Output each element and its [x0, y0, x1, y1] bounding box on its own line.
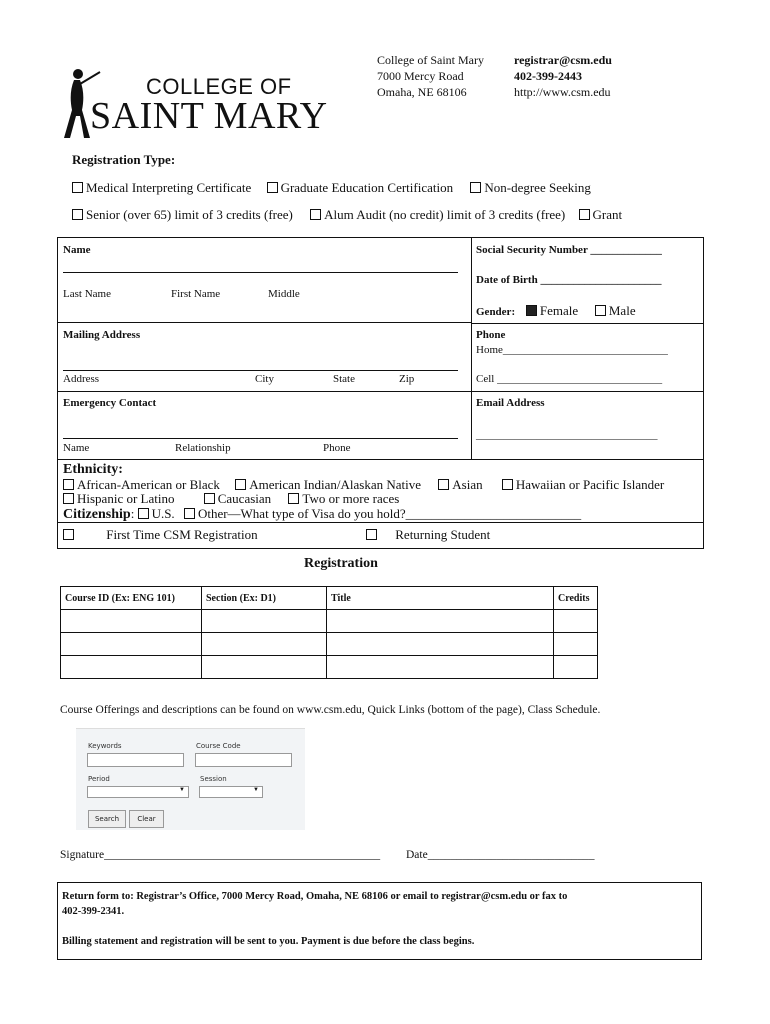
logo-line2: SAINT MARY — [90, 95, 328, 137]
registration-table — [60, 586, 598, 679]
label-graduate-education: Graduate Education Certification — [280, 180, 454, 195]
registration-heading: Registration — [304, 556, 378, 571]
course-id-cell[interactable] — [61, 610, 202, 633]
checkbox-grant[interactable] — [579, 209, 590, 220]
form-divider-vertical — [471, 237, 472, 459]
dob-field[interactable]: Date of Birth ______________________ — [476, 274, 662, 286]
course-id-cell[interactable] — [61, 633, 202, 656]
contact-address — [377, 52, 484, 100]
checkbox-male[interactable] — [595, 305, 606, 316]
checkbox-american-indian[interactable] — [235, 479, 246, 490]
last-name-label: Last Name — [63, 288, 111, 300]
checkbox-other-visa[interactable] — [184, 508, 195, 519]
label-first-time: First Time CSM Registration — [106, 527, 258, 542]
emergency-label: Emergency Contact — [63, 397, 157, 409]
citizenship-colon: : — [130, 506, 138, 521]
label-american-indian: American Indian/Alaskan Native — [249, 477, 422, 492]
footer-fax: 402-399-2341. — [62, 906, 125, 917]
cell-phone-field[interactable]: Cell ______________________________ — [476, 373, 663, 385]
period-label: Period — [88, 775, 110, 783]
table-row — [61, 610, 598, 633]
title-cell[interactable] — [327, 610, 554, 633]
section-cell[interactable] — [202, 633, 327, 656]
title-cell[interactable] — [327, 656, 554, 679]
keywords-input[interactable] — [87, 753, 184, 767]
returning-row — [366, 527, 490, 543]
zip-label: Zip — [399, 373, 415, 385]
address-label: Address — [63, 373, 100, 385]
table-row — [61, 633, 598, 656]
label-caucasian: Caucasian — [217, 491, 272, 506]
col-credits: Credits — [554, 587, 598, 610]
checkbox-non-degree[interactable] — [470, 182, 481, 193]
ethnicity-label: Ethnicity: — [63, 462, 123, 477]
ec-name-label: Name — [63, 442, 90, 454]
label-male: Male — [608, 303, 636, 318]
course-code-input[interactable] — [195, 753, 292, 767]
checkbox-us[interactable] — [138, 508, 149, 519]
state-label: State — [333, 373, 355, 385]
section-cell[interactable] — [202, 610, 327, 633]
checkbox-hispanic[interactable] — [63, 493, 74, 504]
checkbox-graduate-education[interactable] — [267, 182, 278, 193]
checkbox-first-time[interactable] — [63, 529, 74, 540]
registration-type-row1 — [72, 180, 591, 196]
divider-name-mailing — [57, 322, 471, 323]
checkbox-senior[interactable] — [72, 209, 83, 220]
col-section: Section (Ex: D1) — [202, 587, 327, 610]
email-label: Email Address — [476, 397, 545, 409]
gender-label: Gender: — [476, 306, 516, 318]
checkbox-asian[interactable] — [438, 479, 449, 490]
checkbox-medical-interpreting[interactable] — [72, 182, 83, 193]
divider-emergency-ethnicity — [57, 459, 704, 460]
ethnicity-row2 — [63, 491, 399, 507]
checkbox-returning[interactable] — [366, 529, 377, 540]
name-line[interactable] — [63, 272, 458, 273]
ec-phone-label: Phone — [323, 442, 351, 454]
divider-right-phone — [471, 323, 704, 324]
label-senior: Senior (over 65) limit of 3 credits (free) — [86, 207, 293, 222]
label-returning: Returning Student — [395, 527, 491, 542]
session-select[interactable] — [199, 786, 263, 798]
footer-billing: Billing statement and registration will be sent to you. Payment is due before the class begins. — [62, 936, 475, 947]
contact-street: 7000 Mercy Road — [377, 69, 464, 83]
city-label: City — [255, 373, 274, 385]
label-other-visa: Other—What type of Visa do you hold?___________________________ — [197, 506, 582, 521]
label-non-degree: Non-degree Seeking — [484, 180, 591, 195]
label-us: U.S. — [151, 506, 175, 521]
credits-cell[interactable] — [554, 656, 598, 679]
credits-cell[interactable] — [554, 633, 598, 656]
checkbox-two-or-more[interactable] — [288, 493, 299, 504]
label-medical-interpreting: Medical Interpreting Certificate — [86, 180, 252, 195]
registration-type-row2 — [72, 207, 622, 223]
title-cell[interactable] — [327, 633, 554, 656]
emergency-line[interactable] — [63, 438, 458, 439]
label-grant: Grant — [592, 207, 623, 222]
registration-type-heading: Registration Type: — [72, 152, 176, 167]
email-field[interactable]: _________________________________ — [476, 429, 658, 441]
course-id-cell[interactable] — [61, 656, 202, 679]
contact-web[interactable]: http://www.csm.edu — [514, 85, 611, 99]
mailing-line[interactable] — [63, 370, 458, 371]
table-row — [61, 656, 598, 679]
credits-cell[interactable] — [554, 610, 598, 633]
contact-info — [514, 52, 612, 100]
checkbox-african-american[interactable] — [63, 479, 74, 490]
chevron-down-icon: ▼ — [179, 787, 185, 793]
course-search-widget — [76, 728, 305, 830]
contact-city: Omaha, NE 68106 — [377, 85, 467, 99]
label-african-american: African-American or Black — [77, 477, 220, 492]
contact-email[interactable]: registrar@csm.edu — [514, 53, 612, 67]
label-alum-audit: Alum Audit (no credit) limit of 3 credits (free) — [324, 207, 566, 222]
contact-college: College of Saint Mary — [377, 53, 484, 67]
logo — [60, 66, 350, 146]
ssn-field[interactable]: Social Security Number _____________ — [476, 244, 662, 256]
checkbox-hawaiian[interactable] — [502, 479, 513, 490]
section-cell[interactable] — [202, 656, 327, 679]
first-time-row — [63, 527, 258, 543]
mailing-label: Mailing Address — [63, 329, 141, 341]
signature-field[interactable]: Signature________________________________________________ — [60, 849, 381, 861]
phone-label: Phone — [476, 329, 506, 341]
label-asian: Asian — [452, 477, 483, 492]
label-female: Female — [539, 303, 579, 318]
checkbox-caucasian[interactable] — [204, 493, 215, 504]
footer-return: Return form to: Registrar’s Office, 7000 Mercy Road, Omaha, NE 68106 or email to registrar@csm.edu or fax to — [62, 891, 568, 902]
ec-relationship-label: Relationship — [175, 442, 231, 454]
first-name-label: First Name — [171, 288, 221, 300]
label-two-or-more: Two or more races — [302, 491, 400, 506]
table-header-row — [61, 587, 598, 610]
citizenship-label: Citizenship — [63, 507, 131, 522]
course-code-label: Course Code — [196, 742, 241, 750]
divider-mailing-emergency — [57, 391, 704, 392]
name-label: Name — [63, 244, 91, 256]
label-hispanic: Hispanic or Latino — [77, 491, 175, 506]
session-label: Session — [200, 775, 227, 783]
checkbox-alum-audit[interactable] — [310, 209, 321, 220]
col-course-id: Course ID (Ex: ENG 101) — [61, 587, 202, 610]
period-select[interactable] — [87, 786, 189, 798]
col-title: Title — [327, 587, 554, 610]
offerings-note: Course Offerings and descriptions can be found on www.csm.edu, Quick Links (bottom of the page), Class Schedule. — [60, 704, 601, 716]
label-hawaiian: Hawaiian or Pacific Islander — [515, 477, 665, 492]
clear-button[interactable]: Clear — [129, 810, 164, 828]
gender-row — [476, 303, 636, 319]
date-field[interactable]: Date_____________________________ — [406, 849, 595, 861]
logo-line1: COLLEGE OF — [146, 74, 292, 99]
home-phone-field[interactable]: Home______________________________ — [476, 344, 668, 356]
keywords-label: Keywords — [88, 742, 122, 750]
citizenship-row — [63, 506, 581, 523]
chevron-down-icon: ▼ — [253, 787, 259, 793]
search-button[interactable]: Search — [88, 810, 126, 828]
contact-phone: 402-399-2443 — [514, 69, 582, 83]
checkbox-female[interactable] — [526, 305, 537, 316]
middle-label: Middle — [268, 288, 300, 300]
